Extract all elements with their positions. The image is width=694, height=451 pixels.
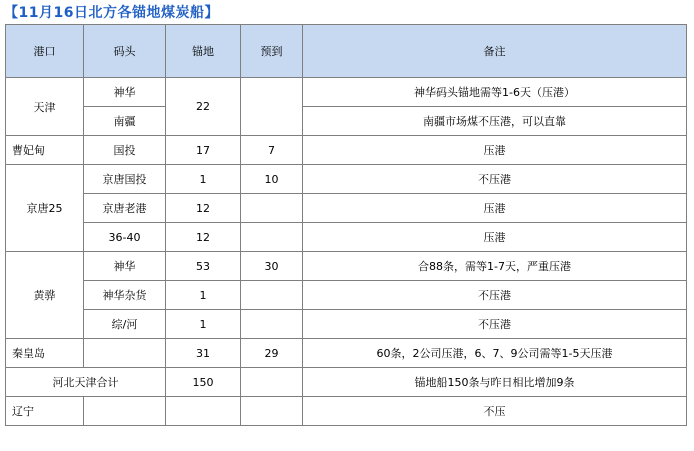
port-cell: 曹妃甸 (6, 136, 84, 165)
port-cell: 黄骅 (6, 252, 84, 339)
note-cell: 不压港 (303, 281, 687, 310)
table-row (6, 252, 687, 281)
wharf-cell: 36-40 (84, 223, 166, 252)
expected-cell: 29 (241, 339, 303, 368)
expected-cell: 10 (241, 165, 303, 194)
anchorage-cell: 17 (166, 136, 241, 165)
total-anchorage: 150 (166, 368, 241, 397)
table-header-row (6, 25, 687, 78)
port-cell: 秦皇岛 (6, 339, 84, 368)
expected-cell (241, 310, 303, 339)
table-row (6, 223, 687, 252)
anchorage-cell: 12 (166, 194, 241, 223)
note-cell: 不压港 (303, 310, 687, 339)
note-cell: 压港 (303, 136, 687, 165)
expected-cell (241, 223, 303, 252)
expected-cell (241, 78, 303, 136)
wharf-cell: 神华 (84, 78, 166, 107)
note-cell: 不压 (303, 397, 687, 426)
port-cell: 天津 (6, 78, 84, 136)
table-row (6, 165, 687, 194)
note-cell: 南疆市场煤不压港，可以直靠 (303, 107, 687, 136)
wharf-cell: 综/河 (84, 310, 166, 339)
anchorage-cell: 1 (166, 165, 241, 194)
note-cell: 神华码头锚地需等1-6天（压港） (303, 78, 687, 107)
anchorage-cell: 53 (166, 252, 241, 281)
header-port: 港口 (6, 25, 84, 78)
total-row (6, 368, 687, 397)
total-note: 锚地船150条与昨日相比增加9条 (303, 368, 687, 397)
expected-cell: 30 (241, 252, 303, 281)
table-row (6, 78, 687, 107)
anchorage-cell: 1 (166, 281, 241, 310)
note-cell: 压港 (303, 223, 687, 252)
table-row (6, 281, 687, 310)
wharf-cell: 京唐国投 (84, 165, 166, 194)
expected-cell (241, 397, 303, 426)
table-row (6, 136, 687, 165)
expected-cell: 7 (241, 136, 303, 165)
anchorage-cell (166, 397, 241, 426)
header-anchorage: 锚地 (166, 25, 241, 78)
anchorage-table (5, 24, 687, 426)
header-wharf: 码头 (84, 25, 166, 78)
wharf-cell: 神华杂货 (84, 281, 166, 310)
table-row (6, 339, 687, 368)
wharf-cell (84, 339, 166, 368)
anchorage-cell: 1 (166, 310, 241, 339)
total-expected (241, 368, 303, 397)
table-row (6, 107, 687, 136)
port-cell: 辽宁 (6, 397, 84, 426)
table-row (6, 397, 687, 426)
page-title: 【11月16日北方各锚地煤炭船】 (4, 5, 219, 21)
expected-cell (241, 281, 303, 310)
wharf-cell (84, 397, 166, 426)
note-cell: 60条，2公司压港，6、7、9公司需等1-5天压港 (303, 339, 687, 368)
total-label: 河北天津合计 (6, 368, 166, 397)
anchorage-cell: 12 (166, 223, 241, 252)
wharf-cell: 神华 (84, 252, 166, 281)
note-cell: 压港 (303, 194, 687, 223)
anchorage-cell: 31 (166, 339, 241, 368)
anchorage-cell: 22 (166, 78, 241, 136)
note-cell: 合88条，需等1-7天，严重压港 (303, 252, 687, 281)
port-cell: 京唐25 (6, 165, 84, 252)
header-note: 备注 (303, 25, 687, 78)
note-cell: 不压港 (303, 165, 687, 194)
table-row (6, 194, 687, 223)
wharf-cell: 南疆 (84, 107, 166, 136)
expected-cell (241, 194, 303, 223)
header-expected: 预到 (241, 25, 303, 78)
table-row (6, 310, 687, 339)
wharf-cell: 国投 (84, 136, 166, 165)
wharf-cell: 京唐老港 (84, 194, 166, 223)
